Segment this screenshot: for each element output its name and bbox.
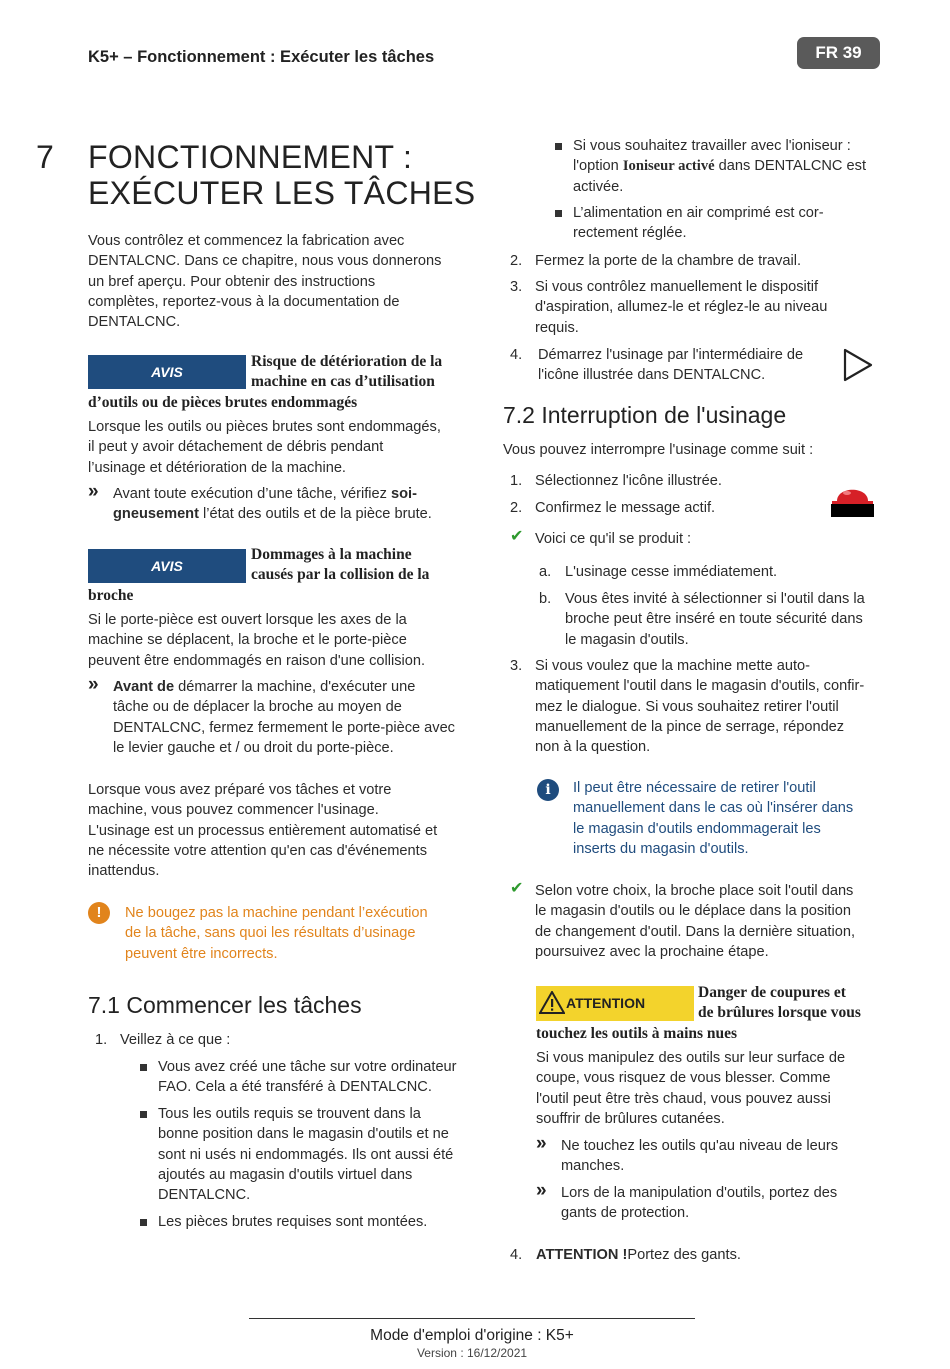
bullet-square-icon (140, 1064, 147, 1071)
check-icon: ✔ (510, 880, 524, 897)
attention-label: ATTENTION (536, 986, 694, 1021)
notice-heading-cont: d’outils ou de pièces brutes endommagés (88, 394, 358, 411)
step-number: 2. (510, 253, 523, 269)
step-text: Veillez à ce que : (120, 1032, 231, 1048)
bullet-square-icon (140, 1111, 147, 1118)
notice-body: Si le porte-pièce est ouvert lorsque les axes de la machine se déplacent, la broche et le porte-pièce peuvent être endommagés en raison d'une collision. (88, 612, 426, 669)
section-heading-7-2: 7.2 Interruption de l'usinage (503, 402, 787, 428)
substep-label: a. (539, 564, 552, 580)
list-item: L’alimentation en air comprimé est cor- rectement réglée. (573, 205, 824, 242)
body-paragraph: Lorsque vous avez préparé vos tâches et votre machine, vous pouvez commencer l'usinage. L'usinage est un processus entièrement automatisé et ne nécessite votre attention qu'en cas d'événements inattendus. (88, 782, 438, 880)
attention-heading: Danger de coupures et de brûlures lorsque vous (698, 984, 861, 1022)
step-number: 4. (510, 347, 523, 363)
notice-body: Lorsque les outils ou pièces brutes sont endommagés, il peut y avoir détachement de débris pendant l’usinage et détérioration de la machine. (88, 419, 441, 476)
warning-exclamation-icon: ! (88, 902, 110, 924)
warning-triangle-icon (539, 991, 565, 1014)
section-intro: Vous pouvez interrompre l'usinage comme suit : (503, 442, 814, 458)
notice-action: Avant toute exécution d’une tâche, vérifiez soi- gneusement l’état des outils et de la pièce brute. (113, 486, 432, 523)
info-note: Il peut être nécessaire de retirer l'outil manuellement dans le cas où l'insérer dans le magasin d'outils endommagerait les inserts du magasin d'outils. (573, 780, 854, 857)
emergency-stop-icon (830, 474, 875, 518)
page-header-title: K5+ – Fonctionnement : Exécuter les tâches (88, 48, 435, 66)
step-number: 3. (510, 279, 523, 295)
step-text: ATTENTION !Portez des gants. (536, 1247, 741, 1263)
list-item: Si vous souhaitez travailler avec l'ioniseur : l'option Ioniseur activé dans DENTALCNC est activée. (573, 138, 866, 195)
step-text: Si vous contrôlez manuellement le dispositif d'aspiration, allumez-le et réglez-le au niveau requis. (535, 279, 828, 336)
result-text: Voici ce qu'il se produit : (535, 531, 692, 547)
step-number: 2. (510, 500, 523, 516)
attention-heading-cont: touchez les outils à mains nues (536, 1025, 738, 1042)
substep-text: L'usinage cesse immédiatement. (565, 564, 778, 580)
notice-heading: Dommages à la machine causés par la collision de la (251, 546, 430, 584)
intro-paragraph: Vous contrôlez et commencez la fabrication avec DENTALCNC. Dans ce chapitre, nous vous donnerons un bref aperçu. Pour obtenir des instructions complètes, reportez-vous à la documentation de DENTALCNC. (88, 233, 442, 331)
chevron-right-icon: » (88, 481, 99, 502)
page-number-badge: FR 39 (797, 37, 880, 69)
step-number: 3. (510, 658, 523, 674)
list-item: Les pièces brutes requises sont montées. (158, 1214, 428, 1230)
footer-title: Mode d'emploi d'origine : K5+ (370, 1327, 574, 1344)
step-text: Démarrez l'usinage par l'intermédiaire de l'icône illustrée dans DENTALCNC. (538, 347, 804, 384)
step-number: 1. (510, 473, 523, 489)
notice-action: Avant de démarrer la machine, d'exécuter une tâche ou de déplacer la broche au moyen de DENTALCNC, fermez fermement le porte-pièce avec le levier gauche et / ou droit du porte-pièce. (113, 679, 455, 756)
notice-label-avis: AVIS (88, 355, 246, 389)
info-icon: i (537, 779, 559, 801)
bullet-square-icon (555, 143, 562, 150)
step-text: Sélectionnez l'icône illustrée. (535, 473, 722, 489)
bullet-square-icon (555, 210, 562, 217)
notice-heading-cont: broche (88, 587, 134, 604)
play-start-icon (842, 348, 874, 382)
chapter-title: FONCTIONNEMENT : EXÉCUTER LES TÂCHES (88, 139, 476, 211)
attention-body: Si vous manipulez des outils sur leur surface de coupe, vous risquez de vous blesser. Comme l'outil peut être très chaud, vous pouvez aussi souffrir de brûlures cutanées. (536, 1050, 846, 1127)
list-item: Vous avez créé une tâche sur votre ordinateur FAO. Cela a été transféré à DENTALCNC. (158, 1059, 457, 1096)
chevron-right-icon: » (536, 1133, 547, 1154)
chevron-right-icon: » (536, 1180, 547, 1201)
step-text: Fermez la porte de la chambre de travail. (535, 253, 802, 269)
notice-heading: Risque de détérioration de la machine en cas d’utilisation (251, 353, 443, 391)
attention-action: Lors de la manipulation d'outils, portez des gants de protection. (561, 1185, 838, 1222)
substep-label: b. (539, 591, 552, 607)
section-heading-7-1: 7.1 Commencer les tâches (88, 992, 362, 1018)
substep-text: Vous êtes invité à sélectionner si l'outil dans la broche peut être inséré en toute sécurité dans le magasin d'outils. (565, 591, 865, 648)
footer-version: Version : 16/12/2021 (416, 1346, 528, 1360)
bullet-square-icon (140, 1219, 147, 1226)
step-number: 4. (510, 1247, 523, 1263)
result-text: Selon votre choix, la broche place soit l'outil dans le magasin d'outils ou le déplace dans la position de changement d'outil. Dans la dernière situation, poursuivez avec la prochaine étape. (535, 883, 855, 960)
chevron-right-icon: » (88, 674, 99, 695)
attention-action: Ne touchez les outils qu'au niveau de leurs manches. (561, 1138, 838, 1175)
footer-divider (249, 1318, 695, 1319)
step-text: Si vous voulez que la machine mette auto- matiquement l'outil dans le magasin d'outils, confir- mez le dialogue. Si vous souhaitez retirer l'outil manuellement de la pince de serrage, répondez non à la question. (535, 658, 865, 756)
step-number: 1. (95, 1032, 108, 1048)
list-item: Tous les outils requis se trouvent dans la bonne position dans le magasin d'outils et ne sont ni usés ni endommagés. Ils ont aussi été ajoutés au magasin d'outils virtuel dans DENTALCNC. (158, 1106, 454, 1204)
step-text: Confirmez le message actif. (535, 500, 716, 516)
chapter-number: 7 (36, 139, 54, 175)
check-icon: ✔ (510, 528, 524, 545)
important-note: Ne bougez pas la machine pendant l’exécution de la tâche, sans quoi les résultats d’usinage peuvent être incorrects. (125, 905, 428, 962)
notice-label-avis: AVIS (88, 549, 246, 583)
